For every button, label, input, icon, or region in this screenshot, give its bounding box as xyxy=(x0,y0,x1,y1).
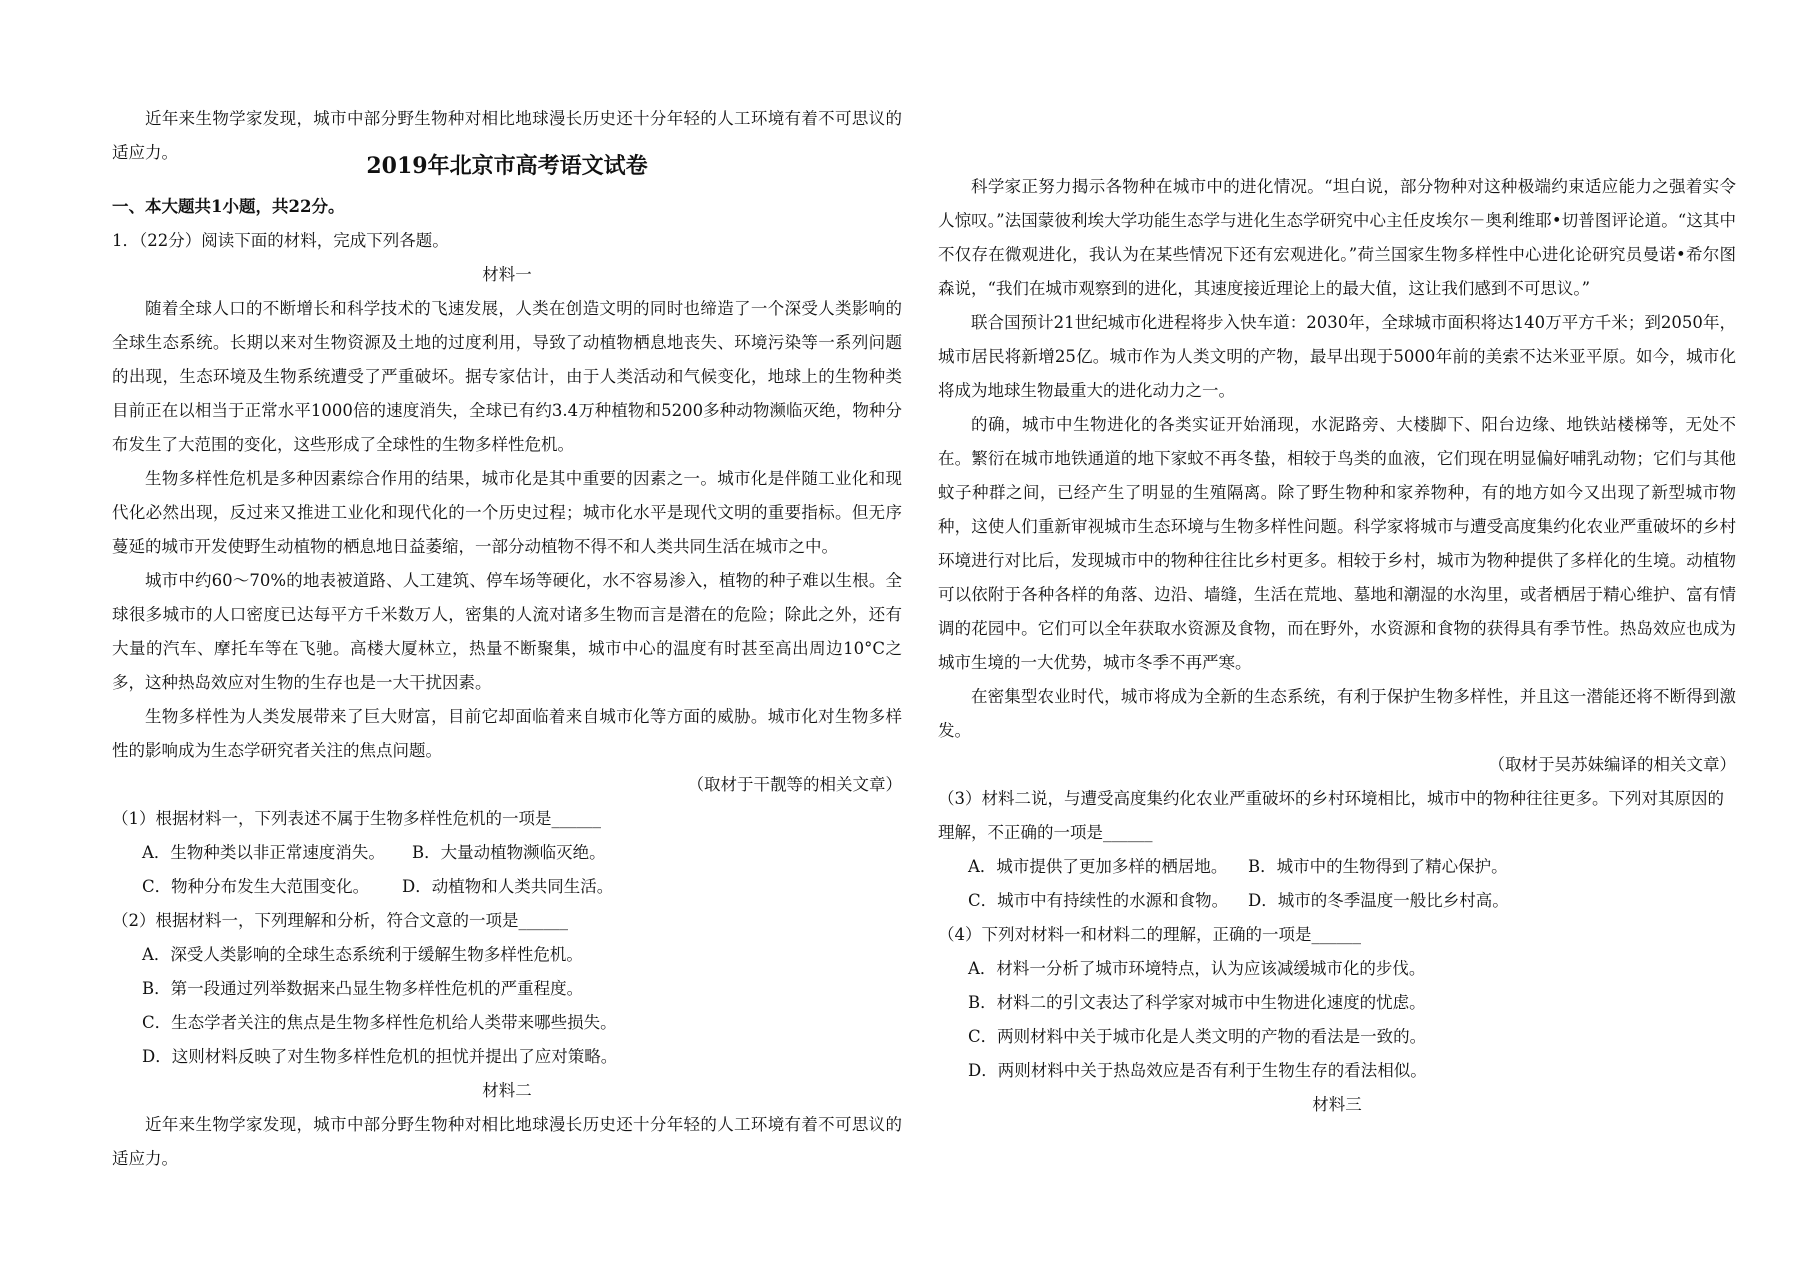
material1-heading: 材料一 xyxy=(482,265,532,284)
left-column xyxy=(112,0,902,1168)
q4-option-d[interactable]: D．两则材料中关于热岛效应是否有利于生物生存的看法相似。 xyxy=(968,1061,1427,1080)
material2-paragraph: 近年来生物学家发现，城市中部分野生物种对相比地球漫长历史还十分年轻的人工环境有着不可思议的适应力。 xyxy=(112,1115,902,1168)
q1-option-a[interactable]: A．生物种类以非正常速度消失。 xyxy=(142,843,385,862)
q3-option-b[interactable]: B．城市中的生物得到了精心保护。 xyxy=(1248,857,1508,876)
q1-option-b[interactable]: B．大量动植物濒临灭绝。 xyxy=(412,843,606,862)
q1-options-row1 xyxy=(112,836,902,870)
q4-option-c[interactable]: C．两则材料中关于城市化是人类文明的产物的看法是一致的。 xyxy=(968,1027,1427,1046)
material2-source: （取材于吴苏妹编译的相关文章） xyxy=(1488,755,1736,774)
material3-heading: 材料三 xyxy=(1312,1095,1362,1114)
material2-paragraph-tail: 近年来生物学家发现，城市中部分野生物种对相比地球漫长历史还十分年轻的人工环境有着不可思议的适应力。 xyxy=(112,109,902,162)
material2-paragraph: 在密集型农业时代，城市将成为全新的生态系统，有利于保护生物多样性，并且这一潜能还将不断得到激发。 xyxy=(938,687,1736,740)
q3-stem: （3）材料二说，与遭受高度集约化农业严重破坏的乡村环境相比，城市中的物种往往更多。下列对其原因的理解，不正确的一项是______ xyxy=(938,789,1724,842)
material2-heading: 材料二 xyxy=(482,1081,532,1100)
material2-paragraph: 科学家正努力揭示各物种在城市中的进化情况。“坦白说，部分物种对这种极端约束适应能力之强着实令人惊叹。”法国蒙彼利埃大学功能生态学与进化生态学研究中心主任皮埃尔－奥利维耶•切普图评论道。“这其中不仅存在微观进化，我认为在某些情况下还有宏观进化。”荷兰国家生物多样性中心进化论研究员曼诺•希尔图森说，“我们在城市观察到的进化，其速度接近理论上的最大值，这让我们感到不可思议。” xyxy=(938,177,1736,298)
q3-option-c[interactable]: C．城市中有持续性的水源和食物。 xyxy=(968,891,1229,910)
page-title: 2019年北京市高考语文试卷 xyxy=(366,153,648,179)
q4-stem: （4）下列对材料一和材料二的理解，正确的一项是______ xyxy=(938,925,1361,944)
q3-option-d[interactable]: D．城市的冬季温度一般比乡村高。 xyxy=(1248,891,1509,910)
question-intro: 1．（22分）阅读下面的材料，完成下列各题。 xyxy=(112,231,449,250)
material2-paragraph: 的确，城市中生物进化的各类实证开始涌现，水泥路旁、大楼脚下、阳台边缘、地铁站楼梯等，无处不在。繁衍在城市地铁通道的地下家蚊不再冬蛰，相较于鸟类的血液，它们现在明显偏好哺乳动物；它们与其他蚊子种群之间，已经产生了明显的生殖隔离。除了野生物种和家养物种，有的地方如今又出现了新型城市物种，这使人们重新审视城市生态环境与生物多样性问题。科学家将城市与遭受高度集约化农业严重破坏的乡村环境进行对比后，发现城市中的物种往往比乡村更多。相较于乡村，城市为物种提供了多样化的生境。动植物可以依附于各种各样的角落、边沿、墙缝，生活在荒地、墓地和潮湿的水沟里，或者栖居于精心维护、富有情调的花园中。它们可以全年获取水资源及食物，而在野外，水资源和食物的获得具有季节性。热岛效应也成为城市生境的一大优势，城市冬季不再严寒。 xyxy=(938,415,1736,672)
q2-option-b[interactable]: B．第一段通过列举数据来凸显生物多样性危机的严重程度。 xyxy=(142,979,584,998)
q4-option-b[interactable]: B．材料二的引文表达了科学家对城市中生物进化速度的忧虑。 xyxy=(968,993,1426,1012)
q3-options-row2 xyxy=(938,884,1736,918)
material1-paragraph: 生物多样性危机是多种因素综合作用的结果，城市化是其中重要的因素之一。城市化是伴随工业化和现代化必然出现，反过来又推进工业化和现代化的一个历史过程；城市化水平是现代文明的重要指标。但无序蔓延的城市开发使野生动植物的栖息地日益萎缩，一部分动植物不得不和人类共同生活在城市之中。 xyxy=(112,469,902,556)
q3-options-row1 xyxy=(938,850,1736,884)
q2-option-c[interactable]: C．生态学者关注的焦点是生物多样性危机给人类带来哪些损失。 xyxy=(142,1013,617,1032)
material1-paragraph: 随着全球人口的不断增长和科学技术的飞速发展，人类在创造文明的同时也缔造了一个深受人类影响的全球生态系统。长期以来对生物资源及土地的过度利用，导致了动植物栖息地丧失、环境污染等一系列问题的出现，生态环境及生物系统遭受了严重破坏。据专家估计，由于人类活动和气候变化，地球上的生物种类目前正在以相当于正常水平1000倍的速度消失，全球已有约3.4万种植物和5200多种动物濒临灭绝，物种分布发生了大范围的变化，这些形成了全球性的生物多样性危机。 xyxy=(112,299,902,454)
q1-option-c[interactable]: C．物种分布发生大范围变化。 xyxy=(142,877,370,896)
material1-paragraph: 城市中约60～70%的地表被道路、人工建筑、停车场等硬化，水不容易渗入，植物的种子难以生根。全球很多城市的人口密度已达每平方千米数万人，密集的人流对诸多生物而言是潜在的危险；除此之外，还有大量的汽车、摩托车等在飞驰。高楼大厦林立，热量不断聚集，城市中心的温度有时甚至高出周边10°C之多，这种热岛效应对生物的生存也是一大干扰因素。 xyxy=(112,571,902,692)
q2-option-a[interactable]: A．深受人类影响的全球生态系统利于缓解生物多样性危机。 xyxy=(142,945,583,964)
section-heading: 一、本大题共1小题，共22分。 xyxy=(112,197,345,216)
q3-option-a[interactable]: A．城市提供了更加多样的栖居地。 xyxy=(968,857,1228,876)
q1-option-d[interactable]: D．动植物和人类共同生活。 xyxy=(402,877,614,896)
q2-stem: （2）根据材料一，下列理解和分析，符合文意的一项是______ xyxy=(112,911,568,930)
q2-option-d[interactable]: D．这则材料反映了对生物多样性危机的担忧并提出了应对策略。 xyxy=(142,1047,618,1066)
q1-stem: （1）根据材料一，下列表述不属于生物多样性危机的一项是______ xyxy=(112,809,601,828)
material1-source: （取材于干靓等的相关文章） xyxy=(687,775,902,794)
material2-paragraph: 联合国预计21世纪城市化进程将步入快车道：2030年，全球城市面积将达140万平方千米；到2050年，城市居民将新增25亿。城市作为人类文明的产物，最早出现于5000年前的美索不达米亚平原。如今，城市化将成为地球生物最重大的进化动力之一。 xyxy=(938,313,1736,400)
material1-paragraph: 生物多样性为人类发展带来了巨大财富，目前它却面临着来自城市化等方面的威胁。城市化对生物多样性的影响成为生态学研究者关注的焦点问题。 xyxy=(112,707,902,760)
q4-option-a[interactable]: A．材料一分析了城市环境特点，认为应该减缓城市化的步伐。 xyxy=(968,959,1426,978)
q1-options-row2 xyxy=(112,870,902,904)
